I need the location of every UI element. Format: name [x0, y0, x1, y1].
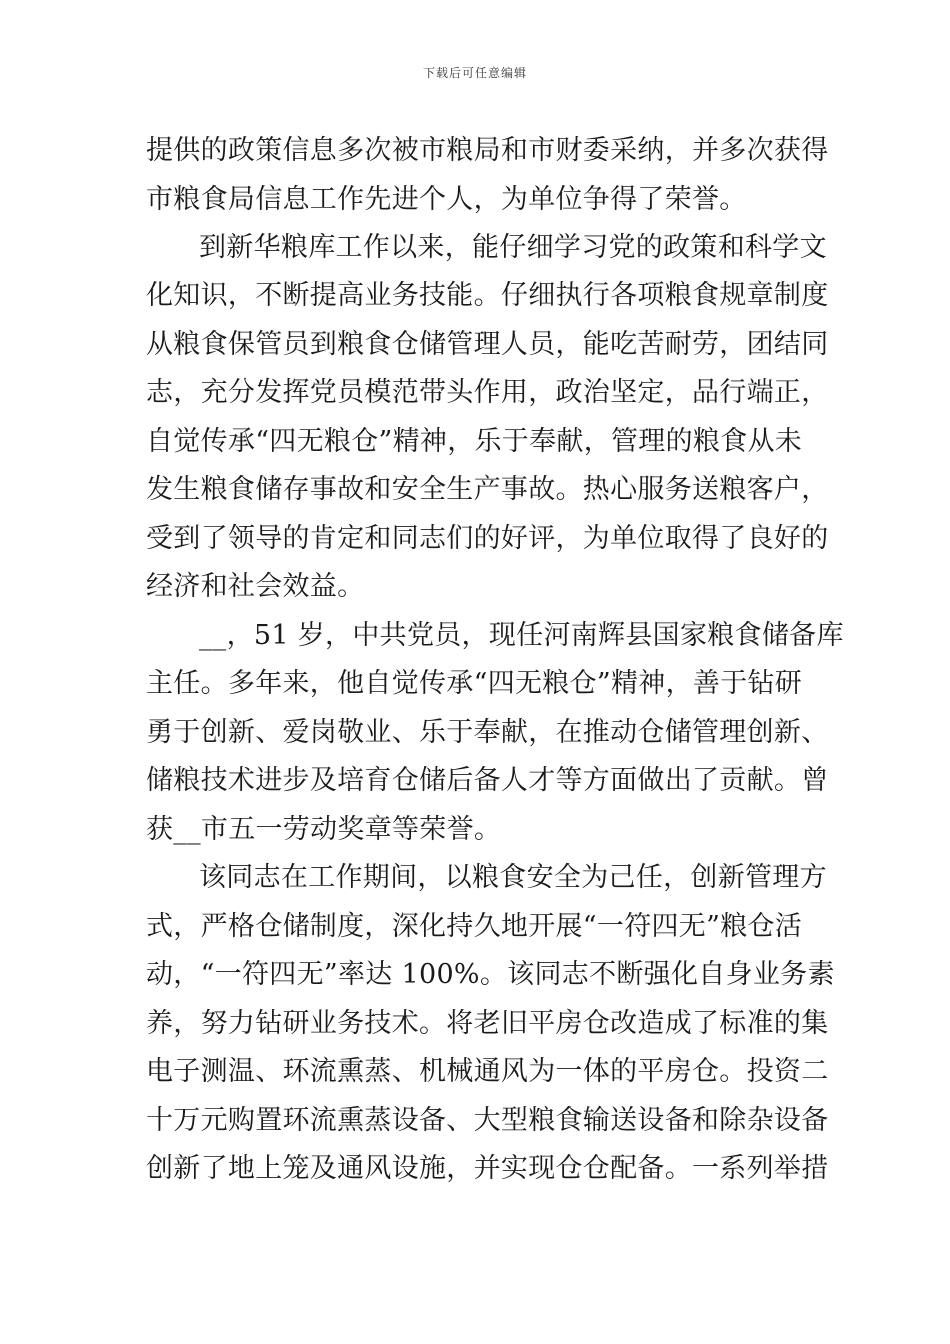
header-note: 下载后可任意编辑	[422, 66, 527, 80]
paragraph-first-line: 该同志在工作期间，以粮食安全为己任，创新管理方	[199, 862, 827, 893]
text-line: 受到了领导的肯定和同志们的好评，为单位取得了良好的	[146, 523, 829, 554]
paragraph-first-line: 到新华粮库工作以来，能仔细学习党的政策和科学文	[199, 232, 827, 263]
text-line: 主任。多年来，他自觉传承“四无粮仓”精神，善于钻研	[146, 668, 803, 699]
text-line: 从粮食保管员到粮食仓储管理人员，能吃苦耐劳，团结同	[146, 329, 829, 360]
text-line: 十万元购置环流熏蒸设备、大型粮食输送设备和除杂设备	[146, 1105, 829, 1136]
text-line: 创新了地上笼及通风设施，并实现仓仓配备。一系列举措	[146, 1153, 829, 1184]
text-line: 储粮技术进步及培育仓储后备人才等方面做出了贡献。曾	[146, 765, 829, 796]
text-line: 获__市五一劳动奖章等荣誉。	[146, 814, 502, 845]
text-line: 化知识，不断提高业务技能。仔细执行各项粮食规章制度	[146, 280, 829, 311]
paragraph-first-line: __，51 岁，中共党员，现任河南辉县国家粮食储备库	[199, 620, 844, 651]
text-line: 电子测温、环流熏蒸、机械通风为一体的平房仓。投资二	[146, 1056, 829, 1087]
text-line: 养，努力钻研业务技术。将老旧平房仓改造成了标准的集	[146, 1008, 829, 1039]
text-line: 志，充分发挥党员模范带头作用，政治坚定，品行端正，	[146, 377, 829, 408]
text-line: 提供的政策信息多次被市粮局和市财委采纳，并多次获得	[146, 135, 829, 166]
text-line: 发生粮食储存事故和安全生产事故。热心服务送粮客户，	[146, 474, 829, 505]
text-line: 经济和社会效益。	[146, 571, 365, 602]
text-line: 动，“一符四无”率达 100%。该同志不断强化自身业务素	[146, 959, 835, 990]
text-line: 勇于创新、爱岗敬业、乐于奉献，在推动仓储管理创新、	[146, 717, 829, 748]
text-line: 市粮食局信息工作先进个人，为单位争得了荣誉。	[146, 184, 747, 215]
text-line: 式，严格仓储制度，深化持久地开展“一符四无”粮仓活	[146, 911, 803, 942]
text-line: 自觉传承“四无粮仓”精神，乐于奉献，管理的粮食从未	[146, 426, 803, 457]
